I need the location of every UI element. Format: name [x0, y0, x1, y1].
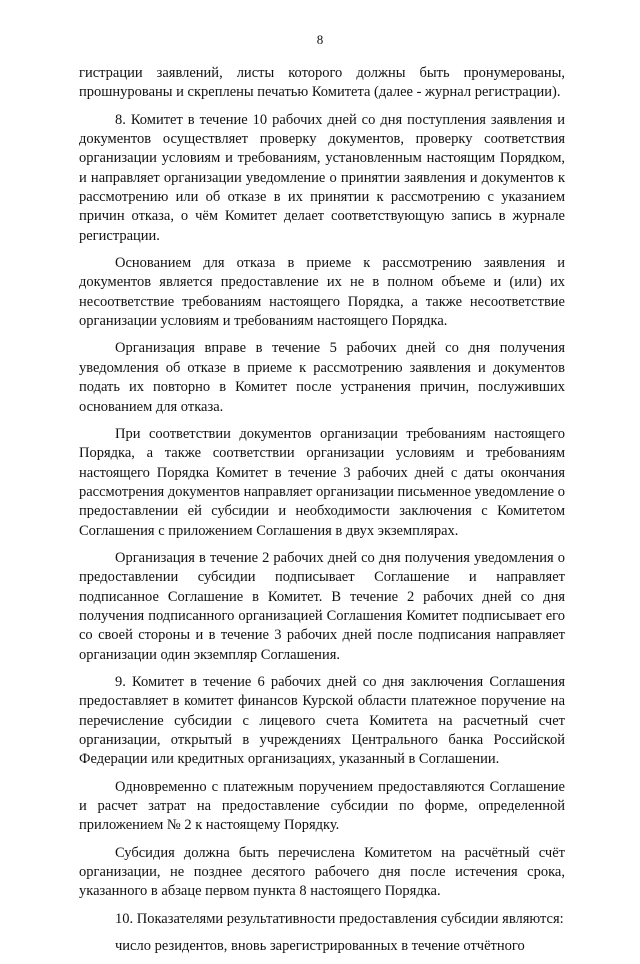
paragraph-notification: При соответствии документов организации требованиям настоящего Порядка, а также соответствии организации условиям и требованиям настоящего Порядка Комитет в течение 3 рабочих дней с даты окончания рассмотрения документов направляет организации письменное уведомление о предоставлении ей субсидии и необходимости заключения с Комитетом Соглашения с приложением Соглашения в двух экземплярах. [79, 425, 565, 539]
paragraph-item-8: 8. Комитет в течение 10 рабочих дней со дня поступления заявления и документов осуществляет проверку документов, проверку соответствия организации условиям и требованиям, установленным настоящим Порядком, и направляет организации уведомление о принятии заявления и документов к рассмотрению или об отказе в их принятии к рассмотрению с указанием причин отказа, о чём Комитет делает соответствующую запись в журнале регистрации. [79, 111, 565, 244]
paragraph-item-10: 10. Показателями результативности предоставления субсидии являются: [115, 910, 564, 927]
paragraph-agreement-signing: Организация в течение 2 рабочих дней со дня получения уведомления о предоставлении субсидии подписывает Соглашение и направляет подписанное Соглашение в Комитет. В течение 2 рабочих дней со дня получения подписанного организацией Соглашения Комитет подписывает его со своей стороны и в течение 3 рабочих дней после подписания направляет организации один экземпляр Соглашения. [79, 549, 565, 663]
paragraph-resubmission: Организация вправе в течение 5 рабочих дней со дня получения уведомления об отказе в приеме к рассмотрению заявления и документов подать их повторно в Комитет после устранения причин, послуживших основанием для отказа. [79, 340, 565, 415]
document-body [79, 64, 565, 964]
paragraph-transfer-deadline: Субсидия должна быть перечислена Комитетом на расчётный счёт организации, не позднее десятого рабочего дня после истечения срока, указанного в абзаце первом пункта 8 настоящего Порядка. [79, 844, 565, 900]
paragraph-registration-journal: гистрации заявлений, листы которого должны быть пронумерованы, прошнурованы и скреплены печатью Комитета (далее - журнал регистрации). [79, 65, 565, 101]
page-number: 8 [316, 32, 324, 47]
paragraph-item-9: 9. Комитет в течение 6 рабочих дней со дня заключения Соглашения предоставляет в комитет финансов Курской области платежное поручение на перечисление субсидии с лицевого счета Комитета на расчетный счет организации, открытый в учреждениях Центрального банка Российской Федерации или кредитных организациях, указанный в Соглашении. [79, 673, 565, 768]
paragraph-cost-calculation: Одновременно с платежным поручением предоставляются Соглашение и расчет затрат на предоставление субсидии по форме, определенной приложением № 2 к настоящему Порядку. [79, 778, 565, 834]
paragraph-residents-count: число резидентов, вновь зарегистрированных в течение отчётного [115, 938, 525, 955]
paragraph-refusal-grounds: Основанием для отказа в приеме к рассмотрению заявления и документов является предоставление их не в полном объеме и (или) их несоответствие требованиям настоящего Порядка, а также несоответствие организации условиям и требованиям настоящего Порядка. [79, 255, 565, 330]
